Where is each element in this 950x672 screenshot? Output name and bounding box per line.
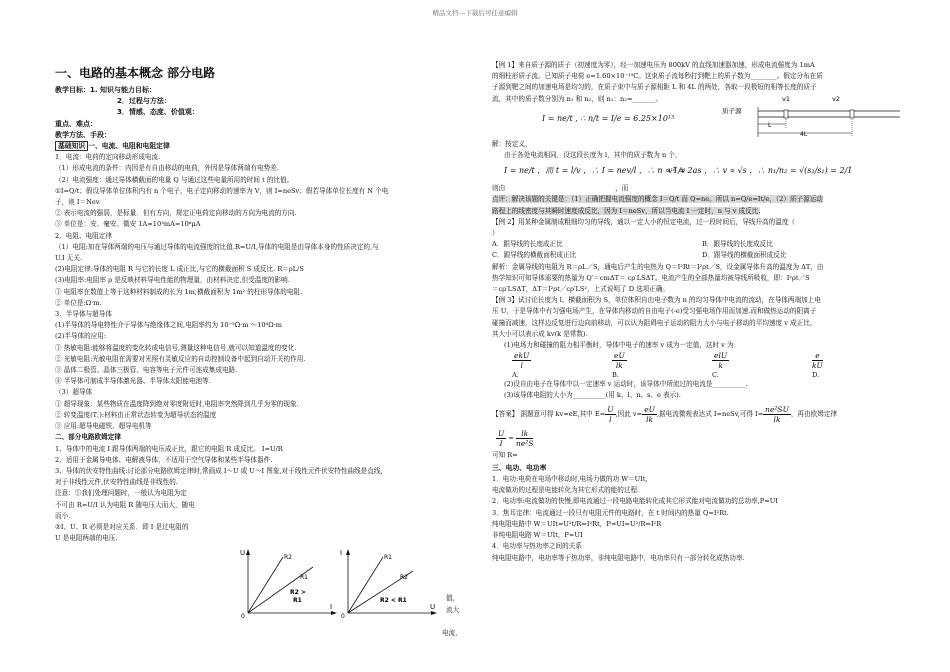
section-3-line-4: 纯电阻电路中 W＝UIt=U²t/R=I²Rt，P=UI=U²/R=I²R [492,519,662,528]
example-1-line-1: 的细柱形质子流。已知质子电荷 e=1.60×10⁻¹⁹C。这束质子流每秒打到靶上的质子数为________。假定分布在质 [492,72,823,81]
left-line-9: U.I 无关. [55,254,83,263]
answer-line [492,402,912,428]
left-line-3: ①I=Q/t；假设导体单位体积内有 n 个电子，电子定向移动的速率为 V，则 I=neSv；假若导体单位长度有 N 个电 [55,186,389,195]
solve-line-2: 由于各处电流相同，设这段长度为 l，其中的质子数为 n 个， [504,151,682,160]
left-line-31: 不可由 R=U/I 认为电阻 R 随电压大而大，随电 [55,500,195,509]
section-3-line-5: 非纯电阻电路 W＝UIt，P=UI [492,531,583,540]
left-line-14: 3．半导体与超导体 [55,310,112,319]
left-line-19: ③ 晶体二极管、晶体三极管、电容等电子元件可连成集成电路. [55,366,238,375]
side-word-2: 流大 [446,606,460,614]
chapter-title: 一、电路的基本概念 部分电路 [55,66,216,80]
left-line-28: 3、导体的伏安特性曲线:讨论部分电路欧姆定律时,常画成 I～U 或 U～I 图象,对于线性元件伏安特性曲线是直线, [55,466,383,475]
left-line-4: 子，则 I＝Nev. [55,198,101,207]
example-3-line-1: 压 U，于是导体中有匀强电场产生，在导体内移动的自由电子(-e)受匀强电场作用而加速.而和做热运动的阳离子 [492,307,817,316]
solve-line-1: 解：按定义， [492,139,532,148]
right-column [492,60,912,564]
example-2-solution-line-1: 热学知识可知导体需要的热量为 Q′＝cmΔT＝ cρ′LSΔT。电流产生的全部热量均被导线所吸收，即：I²ρt／S [492,273,810,282]
left-line-1: （1）形成电流的条件：内因是有自由移动的电荷，外因是导体两端有电势差. [55,164,279,173]
comment-line-1 [492,194,912,205]
left-line-16: (2)半导体的应用: [55,332,107,341]
graph2-note: R2 < R1 [380,597,407,604]
line-r1 [348,557,383,613]
option-a: $\frac{\text{ekU}}{l}$ A. [512,351,530,380]
example-2-solution [492,262,912,296]
frac-c: $\frac{\text{elU}}{k}$ [714,351,728,371]
frac-E: $\frac{U}{l}$ [607,405,614,425]
option-b: B．跟导线的长度成反比 [702,240,773,249]
ui-graph-1 [238,547,338,619]
option-b: $\frac{eU}{lk}$ B. [612,351,625,380]
left-line-12: ① 电阻率在数值上等于这种材料制成的长为 1m,横截面积为 1m² 的柱形导体的电阻. [55,287,303,296]
left-line-5: ② 表示电流的强弱，是标量．但有方向，规定正电荷定向移动的方向为电流的方向. [55,209,297,218]
option-d: D．跟导线的横截面积成反比 [702,251,787,260]
graph2-label-r1: R1 [384,554,392,561]
example-3 [492,295,912,351]
graph1-label-r2: R2 [284,554,292,561]
methods-heading: 教学方法、手段： [55,130,111,139]
frac-a: $\frac{\text{ekU}}{l}$ [514,351,530,371]
diagram-v1: v1 [782,94,790,103]
left-line-29: 对于非线性元件,伏安特性曲线是非线性的. [55,478,178,487]
frac-b: $\frac{eU}{lk}$ [614,351,625,371]
example-2-options [492,239,912,261]
section-3-line-2: 2．电功率:电流做功的快慢,即电流通过一段电路电能转化成其它形式能对电流做功的总功率,P=UI [492,497,778,506]
example-1-line-3: 流，其中的质子数分别为 n₁ 和 n₂，则 n₁：n₂=_______。 [492,94,663,103]
diagram-4L: 4L [800,130,808,138]
graph2-label-r2: R2 [400,574,408,581]
left-line-11: (3)电阻率:电阻率 ρ 是反映材料导电性能的物理量，由材料决定,但受温度的影响. [55,276,290,285]
left-line-33: ②I、U、R 必须是对应关系．即 I 是过电阻的 [55,522,189,531]
left-line-8: （1）电阻:加在导体两端的电压与通过导体的电流强度的比值.R=U/I,导体的电阻是由导体本身的性质决定的,与 [55,242,379,251]
graph2-xlabel: U [430,603,436,611]
diagram-v2: v2 [832,94,840,103]
frac-I: $\frac{\text{ne²SU}}{lk}$ [765,405,789,425]
example-3-line-2: 碰撞而减速，这样边反复进行边向前移动，可以认为阻碍电子运动的阻力大小与电子移动的平均速度 v 成正比， [492,318,817,327]
section-3-line-6: 4．电功率与热功率之间的关系 [492,542,582,551]
example-2-solution-line-0: 解析：金属导线的电阻为 R＝ρL／S，通电后产生的电热为 Q＝I²Rt＝I²ρt／S，设金属导体升高的温度为 ΔT，由 [492,262,824,271]
left-line-15: (1)半导体的导电特性介于导体与绝缘体之间,电阻率约为 10⁻⁵Ω·m ～10⁶Ω·m [55,321,283,330]
option-d: $\frac{e}{kU}$ D. [812,351,823,380]
goal-attitude: 3．情感、态度、价值观： [117,108,199,117]
goal-method: 2．过程与方法： [117,97,171,106]
graph1-origin: 0 [241,613,245,619]
graph2-ylabel: I [340,549,343,557]
left-line-0: 1．电流：电荷的定向移动形成电流. [55,153,161,162]
left-line-24: ③ 应用:超导电磁铁、超导电机等 [55,422,152,431]
section-3-line-1: 电流做功的过程是电能转化为其它形式的能的过程. [492,486,640,495]
then-line [492,183,912,194]
side-word-1: 值， [446,594,460,602]
example-3-q3: (3)该导体电阻的大小为__________(用 k、l、n、s、e 表示). [504,391,681,400]
basic-tag: 基础知识 [55,141,88,151]
section-3-line-3: 3．焦耳定律：电流通过一段只有电阻元件的电路时，在 t 时间内的热量 Q=I²Rt. [492,508,729,517]
formula-row-2 [492,161,912,183]
left-line-7: 2．电阻、电阻定律 [55,231,112,240]
graph2-origin: 0 [341,613,345,619]
left-line-17: ① 热敏电阻:能够将温度的变化转成电信号,测量这种电信号,就可以知道温度的变化. [55,343,297,352]
then-word: 则由 [492,184,506,193]
iu-graph-2 [338,547,438,619]
frac-R2: $\frac{lk}{\text{ne²S}}$ [516,429,534,449]
graph1-note2: R1 [293,597,302,604]
left-line-18: ② 光敏电阻:光敏电阻在需要对光照有灵敏反应的自动控制设备中起到自动开关的作用. [55,354,306,363]
example-3-line-3: 其大小可以表示成 kv(k 是常数). [492,329,588,338]
basic-knowledge-heading [55,141,463,152]
example-1-formula: I = ne/t , ∴ n/t = I/e = 6.25×10¹⁵ [542,113,675,123]
option-c: C．跟导线的横截面积成正比 [492,251,577,260]
left-line-21: （3）超导体 [55,388,93,397]
example-3-q2: (2)设自由电子在导体中以一定速率 v 运动时，该导体中所流过的电流是__________. [504,380,748,389]
example-1-line-2: 子源到靶之间的加速电场是均匀的，在质子束中与质子源相距 L 和 4L 的两处，各取一段极短的相等长度的质子 [492,83,817,92]
answer-r-label: 可知 R= [492,450,518,459]
formula-2b: v² = 2as ，∴ v ∝ √s ，∴ n₁/n₂ = √(s₂/s₁) = 2/1 [668,166,853,176]
left-line-2: （2）电流强度：通过导体横截面的电量 Q 与通过这些电量所用的时间 t 的比值。 [55,175,294,184]
answer-text-1: 【答案】 据题意可得 kv=eE,其中 E= [492,410,606,419]
goals-heading: 教学目标：1. 知识与能力目标： [55,86,156,94]
example-1-line-0: 【例 1】来自质子源的质子（初速度为零），经一加速电压为 800kV 的直线加速器加速，形成电流强度为 1mA [492,61,815,69]
left-line-23: ② 转变温度(T꜀):材料由正常状态转变为超导状态的温度 [55,410,217,419]
left-line-22: ① 超导现象：某些物质在温度降到绝对零度附近时,电阻率突然降到几乎为零的现象. [55,399,299,408]
graph1-label-r1: R1 [300,574,308,581]
left-line-30: 注意：①我们处理问题时，一般认为电阻为定 [55,489,187,498]
basic-title: 一、电流、电阻和电阻定律 [88,142,170,151]
and-word: ，而 [615,184,629,193]
left-line-10: (2)电阻定律:导体的电阻 R 与它的长度 L 成正比,与它的横截面积 S 成反比. R＝ρL/S [55,265,304,274]
example-3-options [492,351,912,379]
comment-line-2 [492,206,912,217]
comment-2: 路程上的线密度与其瞬时速度成反比，因为 I＝neSv，所以当电流 I 一定时，n 与 v 成反比. [492,206,761,215]
left-line-32: 而小. [55,511,71,520]
section-3-line-0: 1．电功:电荷在电场中移动时,电场力做的功 W＝UIt, [492,475,648,484]
section-3-title: 三、电功、电功率 [492,463,547,472]
option-a: A．跟导线的长度成正比 [492,240,563,249]
frac-R1: $\frac{U}{I}$ [498,429,505,449]
example-2-solution-line-2: ＝cρ′LSΔT，ΔT＝I²ρt／cρ′LS²，上式说明了 D 选项正确。 [492,285,670,294]
frac-d: $\frac{e}{kU}$ [812,351,823,371]
comment-1: 点评：解决该题的关键是：（1）正确把握电流强度的概念 I＝Q/t 而 Q=ne。所以 n=Q/e=It/e，（2）质子源运动 [492,195,823,204]
left-line-25: 二、部分电路欧姆定律 [55,433,121,442]
example-3-line-4: (1)电场力和碰撞的阻力相平衡时，导体中电子的速率 v 成为一定值，这时 v 为 [504,341,734,350]
formula-2a: I = ne/t ，而 t = l/v ，∴ I = nev/l ，∴ n ∝ 1/v [504,166,686,176]
option-c: $\frac{\text{elU}}{k}$ C. [712,351,728,380]
left-line-27: 2、适用于金属导电体、电解液导体，不适用于空气导体和某些半导体器件. [55,455,273,464]
keypoints-heading: 重点、难点： [55,119,97,128]
example-2 [492,217,912,239]
left-body [55,152,463,544]
left-line-20: ④ 半导体可制成半导体激光器、半导体太阳能电池等. [55,377,211,386]
left-column [55,60,463,637]
example-2-line-0: 【例 2】用某种金属制成粗细均匀的导线，通以一定大小的恒定电流，过一段时间后，导线升高的温度（ [492,217,796,226]
graph1-ylabel: U [240,549,246,557]
left-line-13: ② 单位是:Ω·m. [55,298,102,307]
graph1-note1: R2 > [290,589,306,596]
example-2-line-1: ） [492,229,499,238]
graph1-xlabel: I [330,603,333,611]
diagram-source: 质子源 [722,106,742,115]
proton-diagram [720,93,910,139]
answer-text-3: ,据电流微观表达式 I=neSv,可得 I= [656,410,764,419]
diagram-L: L [768,121,772,129]
answer-text-2: ,因此 v= [615,410,643,419]
side-word-3: 电流， [442,629,462,637]
left-line-26: 1、导体中的电流 I 跟导体两端的电压成正比，跟它的电阻 R 成反比。 I=U/R [55,444,283,453]
left-line-6: ③ 单位是：安、毫安、微安 1A=10³mA=10⁶μA [55,220,201,229]
answer-text-4: ，再由欧姆定律 [790,410,838,419]
section-3-line-7: 纯电阻电路中，电功率等于热功率，非纯电阻电路中，电功率只有一部分转化成热功率. [492,553,745,562]
answer-r-line: $\frac{U}{I}$ = $\frac{lk}{\text{ne²S}}$ [498,429,534,449]
line-r2 [248,557,283,613]
left-line-34: U 是电阻两端的电压. [55,534,118,543]
section-3-body [492,474,912,564]
frac-v: $\frac{eU}{lk}$ [644,405,655,425]
example-3-line-0: 【例 3】试讨论长度为 l、横截面积为 S，单位体积自由电子数为 n 的均匀导体中电流的流动，在导体两端加上电 [492,296,821,305]
page-header: 精品文档---下载后可任意编辑 [432,9,518,17]
